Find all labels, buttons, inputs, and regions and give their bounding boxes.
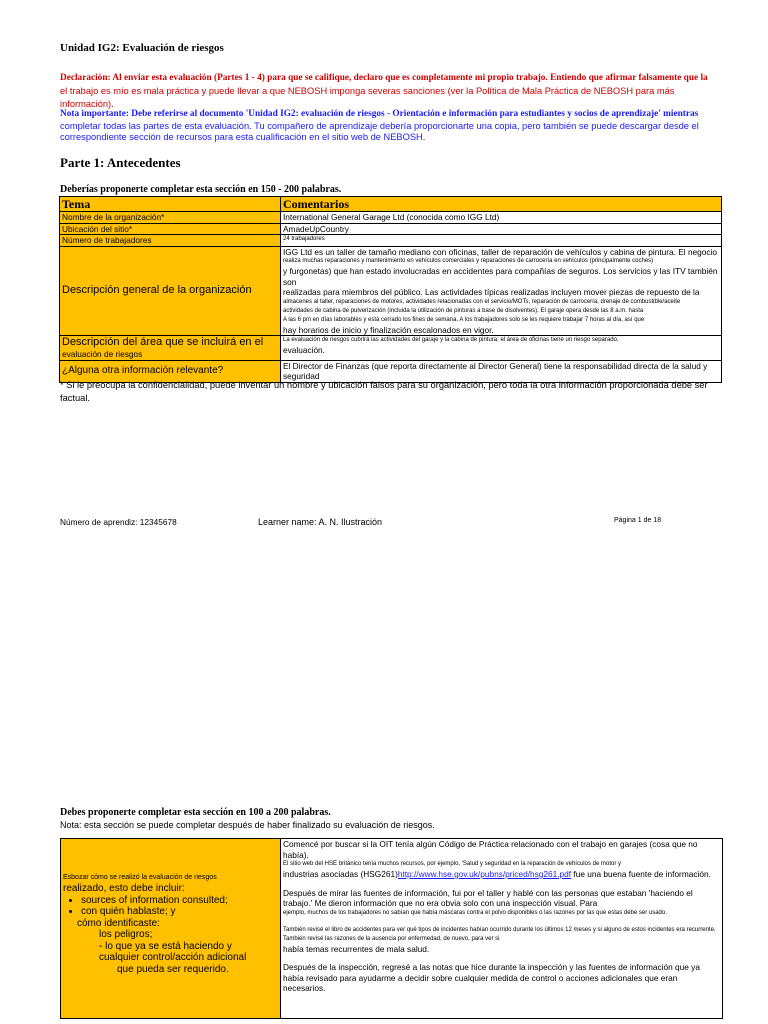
workers-value[interactable]: 24 trabajadores	[281, 235, 722, 247]
desc-line: IGG Ltd es un taller de tamaño mediano con oficinas, taller de reparación de vehículos y cabina de pintura. El negocio	[283, 246, 718, 257]
p1-line-c	[283, 869, 720, 880]
org-name-label: Nombre de la organización*	[60, 212, 281, 224]
p1-line-b: El sitio web del HSE británico tenía muchos recursos, por ejemplo, 'Salud y seguridad en la reparación de vehículos de motor y	[283, 861, 621, 867]
declaration	[60, 71, 730, 111]
area-value-line1: La evaluación de riesgos cubrirá las actividades del garaje y la cabina de pintura; el área de oficinas tiene un riesgo separado.	[283, 337, 619, 343]
desc-value[interactable]	[281, 246, 722, 336]
note-rest: completar todas las partes de esta evaluación. Tu compañero de aprendizaje debería proporcionarte una copia, pero también se puede descargar desde el correspondiente sección de recursos para esta cualificación en el sitio web de NEBOSH.	[60, 120, 699, 142]
label-line: que pueda ser requerido.	[117, 963, 229, 975]
label-line: Esbozar cómo se realizó la evaluación de riesgos	[63, 874, 217, 881]
area-label-line1: Descripción del área que se incluirá en el	[62, 336, 264, 348]
p3-line-a: También revisé el libro de accidentes para ver qué tipos de incidentes habían ocurrido durante los últimos 12 meses y si alguno de estos incidentes era recurrente. También revisé las razones de la ausencia por enfermedad, de nuevo, para ver si	[283, 926, 716, 942]
site-label: Ubicación del sitio*	[60, 223, 281, 235]
desc-line: realiza muchas reparaciones y mantenimiento en vehículos comerciales y reparaciones de carrocería en vehículos (principalmente coches)	[283, 258, 654, 264]
part1-title: Parte 1: Antecedentes	[60, 155, 181, 170]
bullet-item: • con quién hablaste; y	[81, 906, 278, 918]
paragraph	[283, 888, 720, 918]
org-name-value[interactable]: International General Garage Ltd (conocida como IGG Ltd)	[281, 212, 722, 224]
site-value[interactable]: AmadeUpCountry	[281, 223, 722, 235]
declaration-bold: Declaración: Al enviar esta evaluación (Partes 1 - 4) para que se califique, declaro que es completamente mi propio trabajo. Entiendo que afirmar falsamente que la	[60, 73, 708, 83]
p1-text: industrias asociadas (HSG261)	[283, 869, 398, 879]
area-label	[60, 336, 281, 361]
table-row	[60, 223, 722, 235]
table-header-row	[60, 197, 722, 212]
paragraph	[283, 839, 720, 880]
p3-line-b: había temas recurrentes de mala salud.	[283, 943, 430, 954]
hsg261-link[interactable]: http://www.hse.gov.uk/pubns/priced/hsg261.pdf	[397, 869, 572, 879]
desc-line: actividades de cabina de pulverización (incluida la utilización de pinturas a base de disolventes). El garaje opera desde las 8 a.m. hasta	[283, 307, 644, 314]
area-label-line2: evaluación de riesgos	[62, 349, 143, 359]
area-value-line2: evaluación.	[283, 345, 325, 355]
paragraph	[283, 926, 720, 955]
header-topic: Tema	[60, 197, 281, 212]
methodology-text[interactable]	[281, 839, 723, 1019]
p1-line-a: Comencé por buscar si la OIT tenía algún Código de Práctica relacionado con el trabajo en garajes (cosa que no había).	[283, 839, 698, 860]
background-table	[59, 196, 722, 383]
desc-line: realizadas para miembros del público. Las actividades típicas realizadas incluyen mover piezas de repuesto de la	[283, 287, 700, 297]
table-row	[60, 212, 722, 224]
part1-instruction: Deberías proponerte completar esta sección en 150 - 200 palabras.	[60, 184, 342, 195]
methodology-table	[60, 838, 723, 1019]
workers-label: Número de trabajadores	[60, 235, 281, 247]
unit-title: Unidad IG2: Evaluación de riesgos	[60, 42, 224, 54]
header-comments: Comentarios	[281, 197, 722, 212]
p4: Después de la inspección, regresé a las notas que hice durante la inspección y las fuentes de información que ya había revisado para ayudarme a decidir sobre cualquier medida de control o acciones adicionales que eran necesarios.	[283, 962, 700, 993]
p1-text-end: fue una buena fuente de información.	[571, 869, 711, 879]
table-row	[60, 246, 722, 336]
bullet-item: • sources of information consulted;	[81, 895, 278, 907]
learner-name: Learner name: A. N. Ilustración	[258, 517, 383, 527]
footnote: * Si le preocupa la confidencialidad, puede inventar un nombre y ubicación falsos para su organización, pero toda la otra información proporcionada debe ser factual.	[60, 380, 708, 403]
label-line: cualquier control/acción adicional	[99, 952, 247, 963]
important-note	[60, 108, 730, 144]
table-row	[61, 839, 723, 1019]
page-number: Página 1 de 18	[614, 517, 662, 524]
label-line: los peligros;	[99, 929, 153, 940]
other-label: ¿Alguna otra información relevante?	[60, 360, 281, 382]
other-value[interactable]: El Director de Finanzas (que reporta directamente al Director General) tiene la responsabilidad directa de la salud y seguridad	[281, 360, 722, 382]
p2-line-b: ejemplo, muchos de los trabajadores no sabían que había máscaras contra el polvo disponibles o las razones por las que estas debe ser usado.	[283, 909, 667, 916]
table-row	[60, 235, 722, 247]
table-row	[60, 336, 722, 361]
desc-line: A las 6 pm en días laborables y está cerrado los fines de semana. A los trabajadores solo se les requiere trabajar 7 horas al día, así que	[283, 316, 645, 323]
learner-number: Número de aprendiz: 12345678	[60, 517, 177, 527]
declaration-rest: el trabajo es mío es mala práctica y puede llevar a que NEBOSH imponga severas sanciones (ver la Política de Mala Práctica de NEBOSH para más información).	[60, 86, 675, 109]
p2-line-a: Después de mirar las fuentes de información, fui por el taller y hablé con las personas que estaban 'haciendo el trabajo.' Me dieron información que no era obvia solo con una inspección visual. Para	[283, 887, 693, 908]
desc-line: almacenes al taller, reparaciones de motores, actividades relacionadas con el servicio/MOTs, reparación de carrocería, drenaje de combustible/aceite	[283, 298, 681, 305]
label-line: - lo que ya se está haciendo y	[99, 940, 232, 952]
part2-instruction: Debes proponerte completar esta sección en 100 a 200 palabras.	[60, 807, 331, 818]
label-bullets	[63, 895, 278, 918]
part2-note: Nota: esta sección se puede completar después de haber finalizado su evaluación de riesgos.	[60, 820, 435, 830]
area-value[interactable]	[281, 336, 722, 361]
desc-label: Descripción general de la organización	[60, 246, 281, 336]
desc-line: hay horarios de inicio y finalización escalonados en vigor.	[283, 324, 494, 335]
desc-line: y furgonetas) que han estado involucradas en accidentes para compañías de seguros. Los servicios y las ITV también son	[283, 266, 718, 287]
note-bold: Nota importante: Debe referirse al documento 'Unidad IG2: evaluación de riesgos - Orientación e información para estudiantes y socios de aprendizaje' mientras	[60, 109, 699, 119]
label-line: cómo identificaste:	[77, 917, 160, 929]
label-line: realizado, esto debe incluir:	[63, 883, 185, 894]
methodology-label	[61, 839, 281, 1019]
